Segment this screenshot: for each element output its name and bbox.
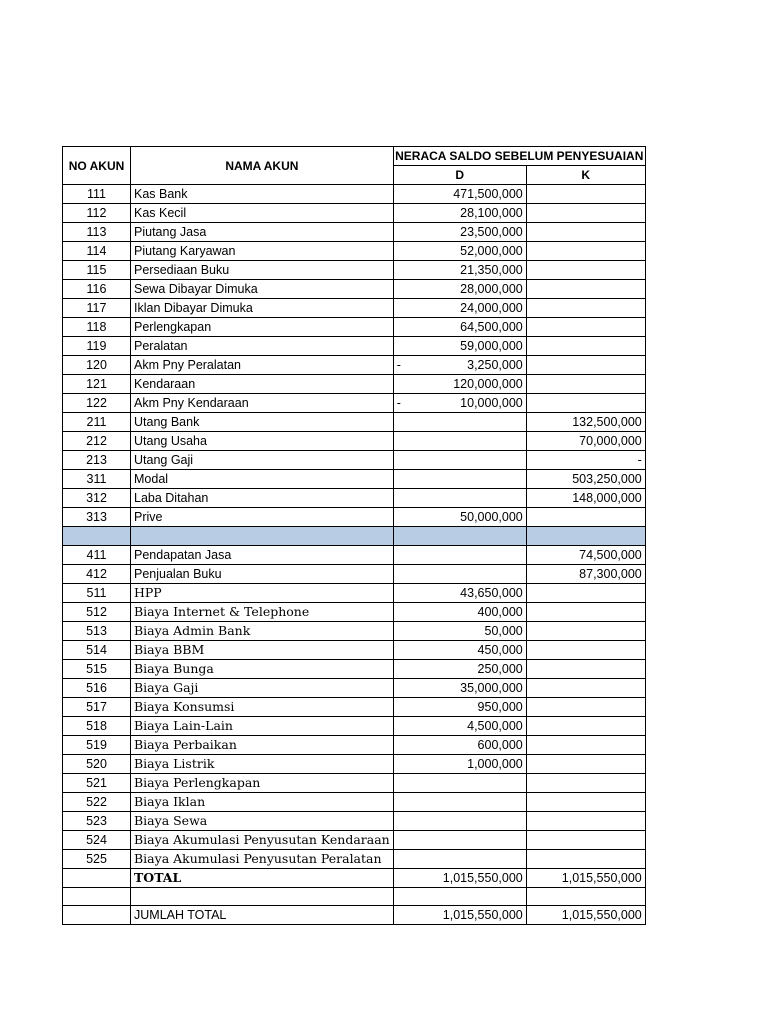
account-number-cell: 411 [63,545,131,564]
credit-cell [526,773,645,792]
debit-cell [393,830,526,849]
debit-cell [393,242,526,261]
account-name-cell: Biaya Lain-Lain [131,716,394,735]
debit-cell [393,678,526,697]
credit-cell [526,375,645,394]
debit-cell [393,602,526,621]
credit-cell: 74,500,000 [526,545,645,564]
account-name-cell: Prive [131,508,394,527]
table-row [63,280,646,299]
debit-value: 52,000,000 [460,244,523,258]
table-row [63,508,646,527]
debit-value: 1,015,550,000 [442,870,523,885]
debit-value: 950,000 [477,699,523,714]
debit-cell [393,299,526,318]
debit-cell [393,906,526,925]
debit-cell [393,489,526,508]
account-number-cell: 116 [63,280,131,299]
debit-value: 43,650,000 [460,585,523,600]
account-name-cell: Peralatan [131,337,394,356]
table-row [63,716,646,735]
debit-cell [393,432,526,451]
table-row [63,470,646,489]
account-name-cell: Piutang Jasa [131,223,394,242]
account-name-cell: Perlengkapan [131,318,394,337]
account-number-cell: 213 [63,451,131,470]
credit-cell [526,242,645,261]
debit-cell [393,621,526,640]
table-row [63,432,646,451]
account-number-cell [63,868,131,887]
separator-cell [526,527,645,546]
account-number-cell: 111 [63,185,131,204]
credit-cell: 87,300,000 [526,564,645,583]
account-number-cell: 518 [63,716,131,735]
table-row [63,545,646,564]
account-number-cell: 513 [63,621,131,640]
table-row [63,204,646,223]
debit-cell [393,413,526,432]
debit-cell [393,811,526,830]
table-body [63,185,646,925]
account-number-cell: 522 [63,792,131,811]
account-number-cell: 519 [63,735,131,754]
credit-cell: 132,500,000 [526,413,645,432]
debit-cell [393,583,526,602]
negative-sign: - [396,396,401,410]
debit-cell [393,451,526,470]
account-number-cell: 113 [63,223,131,242]
account-number-cell: 515 [63,659,131,678]
credit-cell [526,849,645,868]
account-name-cell: Biaya Admin Bank [131,621,394,640]
credit-cell [526,697,645,716]
account-name-cell: Biaya BBM [131,640,394,659]
credit-cell [526,621,645,640]
debit-cell [393,640,526,659]
debit-cell [393,337,526,356]
debit-cell [393,185,526,204]
account-name-cell: Kendaraan [131,375,394,394]
table-row [63,754,646,773]
account-name-cell: Iklan Dibayar Dimuka [131,299,394,318]
debit-cell [393,792,526,811]
debit-cell [393,659,526,678]
account-number-cell: 311 [63,470,131,489]
table-row [63,640,646,659]
table-row [63,906,646,925]
separator-cell [131,527,394,546]
debit-value: 23,500,000 [460,225,523,239]
account-number-cell: 212 [63,432,131,451]
credit-cell [526,223,645,242]
table-row [63,413,646,432]
debit-value: 120,000,000 [453,377,523,391]
table-row [63,451,646,470]
debit-cell [393,261,526,280]
debit-value: 50,000,000 [460,510,523,524]
debit-cell [393,470,526,489]
account-name-cell: Biaya Akumulasi Penyusutan Peralatan [131,849,394,868]
debit-cell [393,716,526,735]
account-name-cell: Persediaan Buku [131,261,394,280]
credit-cell [526,394,645,413]
credit-cell: 1,015,550,000 [526,868,645,887]
table-row [63,527,646,546]
credit-cell [526,356,645,375]
account-number-cell: 514 [63,640,131,659]
credit-cell [526,583,645,602]
debit-value: 28,100,000 [460,206,523,220]
account-number-cell: 511 [63,583,131,602]
account-number-cell: 516 [63,678,131,697]
debit-value: 35,000,000 [460,680,523,695]
debit-cell [393,754,526,773]
table-row [63,830,646,849]
account-number-cell: 412 [63,564,131,583]
table-row [63,337,646,356]
account-name-cell: Kas Bank [131,185,394,204]
account-number-cell: 313 [63,508,131,527]
account-number-cell: 523 [63,811,131,830]
debit-cell [393,773,526,792]
header-neraca-saldo: NERACA SALDO SEBELUM PENYESUAIAN [393,147,645,166]
account-number-cell: 115 [63,261,131,280]
table-row [63,697,646,716]
account-number-cell: 312 [63,489,131,508]
debit-cell [393,508,526,527]
debit-cell [393,375,526,394]
account-number-cell: 520 [63,754,131,773]
debit-value: 250,000 [477,661,523,676]
account-number-cell: 114 [63,242,131,261]
debit-value: 1,000,000 [467,756,523,771]
table-row [63,185,646,204]
credit-cell [526,659,645,678]
debit-value: 400,000 [477,604,523,619]
credit-cell [526,640,645,659]
debit-value: 50,000 [484,623,523,638]
trial-balance-table [62,146,646,925]
credit-cell [526,602,645,621]
debit-cell [393,223,526,242]
debit-cell [393,564,526,583]
account-number-cell: 120 [63,356,131,375]
account-number-cell: 521 [63,773,131,792]
table-row [63,887,646,906]
credit-cell [526,299,645,318]
account-number-cell: 524 [63,830,131,849]
account-name-cell: Biaya Gaji [131,678,394,697]
table-row [63,356,646,375]
account-number-cell: 118 [63,318,131,337]
credit-cell [526,716,645,735]
table-row [63,773,646,792]
account-number-cell [63,887,131,906]
debit-value: 10,000,000 [460,396,523,410]
account-name-cell: Laba Ditahan [131,489,394,508]
credit-cell [526,280,645,299]
account-name-cell: Biaya Perbaikan [131,735,394,754]
account-name-cell: Pendapatan Jasa [131,545,394,564]
debit-cell [393,545,526,564]
debit-value: 59,000,000 [460,339,523,353]
account-name-cell: Biaya Konsumsi [131,697,394,716]
table-row [63,583,646,602]
account-name-cell: Sewa Dibayar Dimuka [131,280,394,299]
account-number-cell: 512 [63,602,131,621]
account-name-cell: Biaya Listrik [131,754,394,773]
account-name-cell: TOTAL [131,868,394,887]
credit-cell [526,754,645,773]
credit-cell [526,678,645,697]
table-row [63,375,646,394]
debit-cell [393,887,526,906]
credit-cell: 1,015,550,000 [526,906,645,925]
separator-cell [63,527,131,546]
table-row [63,659,646,678]
table-row [63,318,646,337]
debit-value: 28,000,000 [460,282,523,296]
debit-value: 1,015,550,000 [442,908,523,922]
debit-value: 600,000 [477,737,523,752]
negative-sign: - [396,358,401,372]
account-number-cell: 117 [63,299,131,318]
table-row [63,223,646,242]
credit-cell [526,792,645,811]
account-number-cell: 517 [63,697,131,716]
credit-cell [526,261,645,280]
account-name-cell: Utang Bank [131,413,394,432]
account-name-cell: Akm Pny Peralatan [131,356,394,375]
credit-cell [526,830,645,849]
debit-value: 64,500,000 [460,320,523,334]
debit-value: 24,000,000 [460,301,523,315]
account-name-cell: Biaya Akumulasi Penyusutan Kendaraan [131,830,394,849]
account-name-cell: Biaya Sewa [131,811,394,830]
debit-cell [393,204,526,223]
credit-cell: - [526,451,645,470]
debit-value: 4,500,000 [467,718,523,733]
account-number-cell: 119 [63,337,131,356]
credit-cell [526,508,645,527]
debit-value: 450,000 [477,642,523,657]
table-row [63,242,646,261]
account-number-cell: 112 [63,204,131,223]
credit-cell [526,337,645,356]
debit-cell [393,735,526,754]
account-name-cell: Piutang Karyawan [131,242,394,261]
debit-cell [393,356,526,375]
account-number-cell: 121 [63,375,131,394]
account-name-cell: JUMLAH TOTAL [131,906,394,925]
credit-cell [526,204,645,223]
account-name-cell [131,887,394,906]
table-row [63,792,646,811]
account-number-cell: 211 [63,413,131,432]
table-row [63,735,646,754]
debit-cell [393,280,526,299]
table-row [63,811,646,830]
account-number-cell [63,906,131,925]
account-name-cell: Utang Usaha [131,432,394,451]
credit-cell [526,735,645,754]
table-row [63,261,646,280]
debit-value: 471,500,000 [453,187,523,201]
account-name-cell: HPP [131,583,394,602]
account-name-cell: Biaya Iklan [131,792,394,811]
debit-cell [393,318,526,337]
credit-cell [526,185,645,204]
credit-cell: 70,000,000 [526,432,645,451]
table-row [63,868,646,887]
table-row [63,602,646,621]
table-row [63,849,646,868]
account-name-cell: Biaya Internet & Telephone [131,602,394,621]
credit-cell: 148,000,000 [526,489,645,508]
credit-cell: 503,250,000 [526,470,645,489]
header-debit: D [393,166,526,185]
table-row [63,564,646,583]
credit-cell [526,318,645,337]
table-row [63,489,646,508]
debit-value: 3,250,000 [467,358,523,372]
debit-cell [393,849,526,868]
account-name-cell: Modal [131,470,394,489]
account-name-cell: Biaya Perlengkapan [131,773,394,792]
table-row [63,299,646,318]
header-nama-akun: NAMA AKUN [131,147,394,185]
table-row [63,621,646,640]
debit-cell [393,394,526,413]
header-no-akun: NO AKUN [63,147,131,185]
account-number-cell: 525 [63,849,131,868]
account-name-cell: Penjualan Buku [131,564,394,583]
account-name-cell: Kas Kecil [131,204,394,223]
header-kredit: K [526,166,645,185]
table-row [63,678,646,697]
debit-cell [393,868,526,887]
debit-cell [393,697,526,716]
account-name-cell: Biaya Bunga [131,659,394,678]
credit-cell [526,811,645,830]
account-name-cell: Akm Pny Kendaraan [131,394,394,413]
credit-cell [526,887,645,906]
table-row [63,394,646,413]
account-number-cell: 122 [63,394,131,413]
account-name-cell: Utang Gaji [131,451,394,470]
separator-cell [393,527,526,546]
debit-value: 21,350,000 [460,263,523,277]
